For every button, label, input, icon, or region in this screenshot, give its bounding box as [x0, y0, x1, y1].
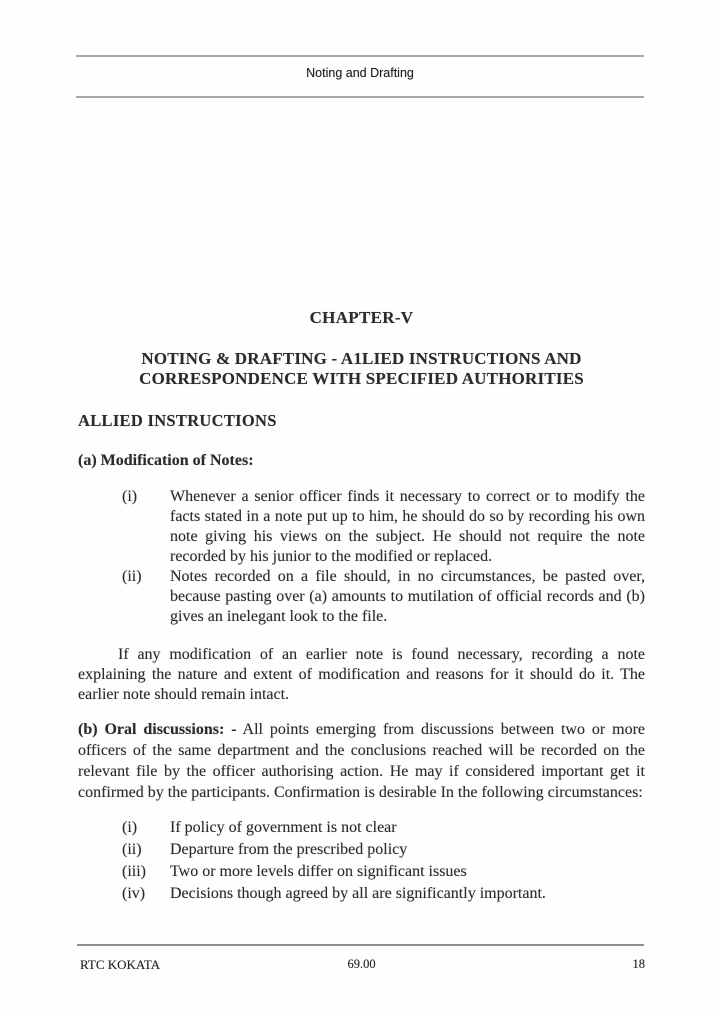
list-item-text: Two or more levels differ on significant issues — [170, 863, 467, 880]
list-item-marker: (iii) — [122, 863, 146, 880]
list-item-marker: (i) — [122, 488, 138, 505]
list-item-text: Departure from the prescribed policy — [170, 841, 408, 858]
list-item — [78, 861, 645, 883]
document-title — [78, 349, 645, 389]
chapter-heading: CHAPTER-V — [309, 308, 414, 327]
paragraph-oral-discussions — [78, 719, 645, 803]
footer-page-number: 18 — [632, 957, 645, 971]
section-heading-allied-instructions: ALLIED INSTRUCTIONS — [78, 411, 277, 430]
list-item — [78, 567, 645, 627]
list-item-text: Notes recorded on a file should, in no circumstances, be pasted over, because pasting over (a) amounts to mutilation of official records and (b) gives an inelegant look to the file. — [170, 568, 645, 625]
list-item-text: If policy of government is not clear — [170, 819, 397, 836]
footer-rule — [77, 944, 644, 946]
list-item — [78, 817, 645, 839]
document-title-line-2: CORRESPONDENCE WITH SPECIFIED AUTHORITIES — [139, 369, 584, 388]
circumstances-list — [78, 817, 645, 905]
subsection-heading-oral-discussions: (b) Oral discussions: - — [78, 721, 237, 738]
list-item-text: Decisions though agreed by all are significantly important. — [170, 885, 546, 902]
footer-center-label: 69.00 — [347, 957, 376, 971]
list-item — [78, 487, 645, 567]
running-header-title: Noting and Drafting — [306, 66, 414, 80]
list-item-marker: (ii) — [122, 568, 142, 585]
header-rule-top — [76, 55, 644, 57]
document-title-line-1: NOTING & DRAFTING - A1LIED INSTRUCTIONS AND — [141, 349, 582, 368]
footer-left-label: RTC KOKATA — [80, 957, 161, 972]
header-rule-bottom — [76, 96, 644, 98]
list-item-marker: (i) — [122, 819, 138, 836]
list-item-text: Whenever a senior officer finds it necessary to correct or to modify the facts stated in a note put up to him, he should do so by recording his own note giving his views on the subject. He should not require the note recorded by his junior to the modified or replaced. — [170, 488, 645, 565]
list-item — [78, 883, 645, 905]
oral-discussions-text: All points emerging from discussions between two or more officers of the same department and the conclusions reached will be recorded on the relevant file by the officer authorising action. He may if considered important get it confirmed by the participants. Confirmation is desirable In the following circumstances: — [78, 721, 645, 801]
list-item — [78, 839, 645, 861]
modification-list — [78, 487, 645, 627]
list-item-marker: (ii) — [122, 841, 142, 858]
list-item-marker: (iv) — [122, 885, 146, 902]
subsection-heading-modification-of-notes: (a) Modification of Notes: — [78, 452, 254, 469]
paragraph-modification-note: If any modification of an earlier note is found necessary, recording a note explaining the nature and extent of modification and reasons for it should do it. The earlier note should remain intact. — [78, 646, 645, 703]
